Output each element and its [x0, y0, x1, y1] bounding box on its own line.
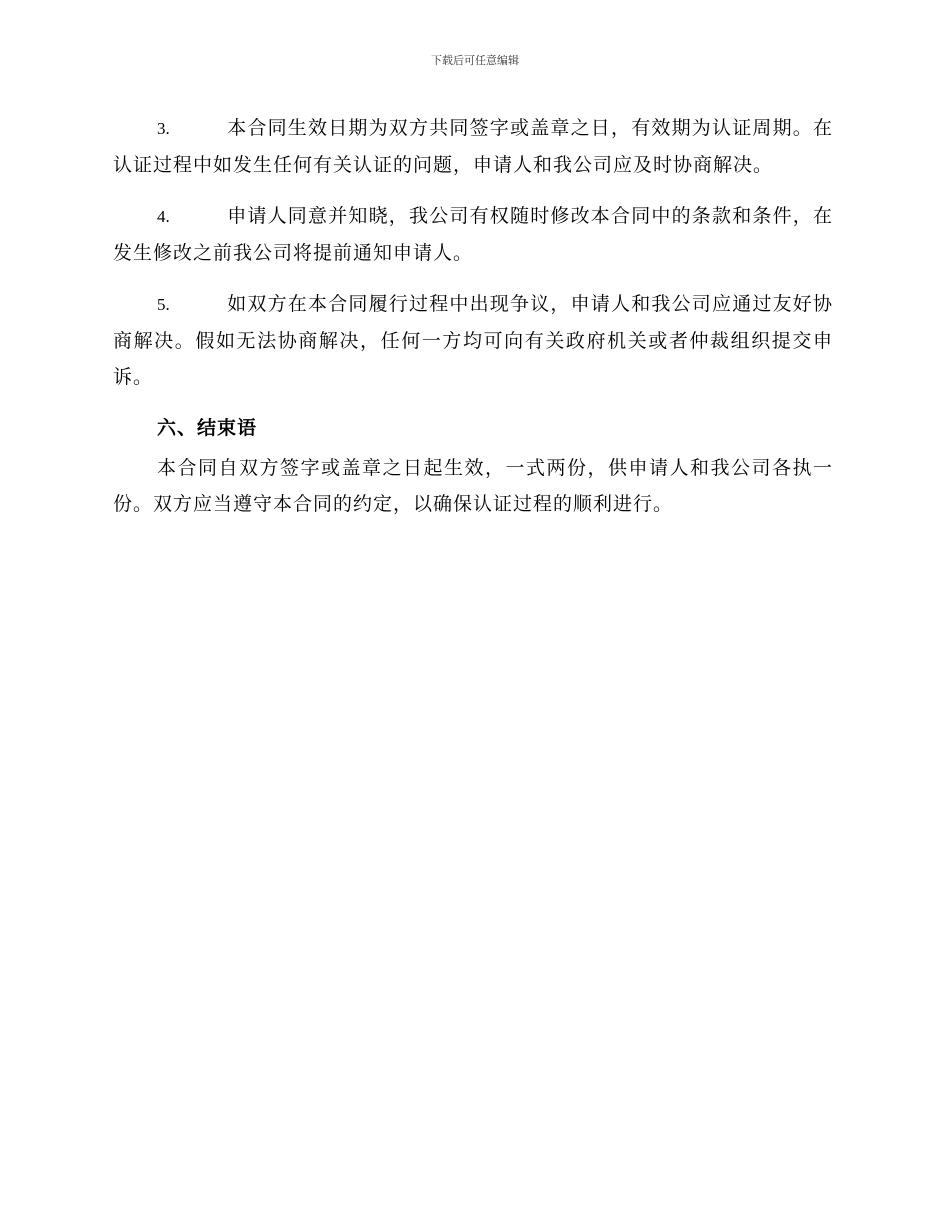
clause-number: 4.: [157, 207, 170, 226]
clause-5: [113, 286, 833, 395]
clause-number: 5.: [157, 295, 170, 314]
clause-text: 如双方在本合同履行过程中出现争议，申请人和我公司应通过友好协商解决。假如无法协商解决，任何一方均可向有关政府机关或者仲裁组织提交申诉。: [113, 293, 833, 388]
closing-paragraph: 本合同自双方签字或盖章之日起生效，一式两份，供申请人和我公司各执一份。双方应当遵守本合同的约定，以确保认证过程的顺利进行。: [113, 457, 833, 515]
clause-3: [113, 110, 833, 183]
document-body: [113, 110, 833, 522]
clause-4: [113, 198, 833, 271]
clause-text: 申请人同意并知晓，我公司有权随时修改本合同中的条款和条件，在发生修改之前我公司将提前通知申请人。: [113, 205, 833, 264]
clause-number: 3.: [157, 119, 170, 138]
page-header: 下载后可任意编辑: [431, 54, 519, 67]
clause-text: 本合同生效日期为双方共同签字或盖章之日，有效期为认证周期。在认证过程中如发生任何有关认证的问题，申请人和我公司应及时协商解决。: [113, 117, 833, 176]
section-heading: 六、结束语: [157, 417, 258, 439]
